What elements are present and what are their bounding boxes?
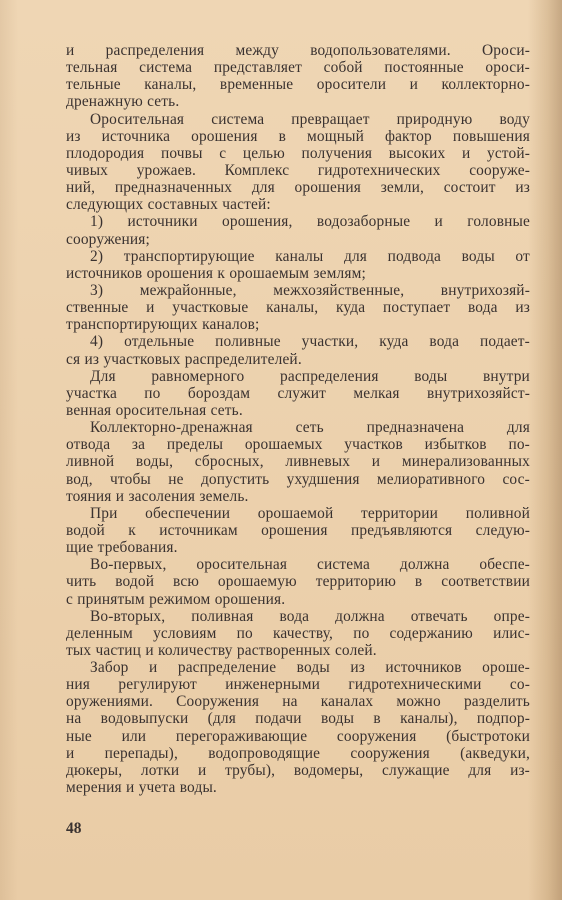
- word: к: [128, 521, 136, 539]
- text-line: [66, 625, 530, 642]
- word: количеству: [158, 641, 233, 659]
- word: оросители: [316, 76, 387, 94]
- text-line: [66, 59, 530, 76]
- word: отвода: [66, 436, 111, 454]
- word: регулируют: [118, 676, 197, 694]
- word: сеть.: [147, 93, 180, 111]
- word: устой-: [486, 144, 530, 162]
- word: мощный: [306, 127, 364, 145]
- word: из-: [510, 761, 530, 779]
- word: за: [131, 436, 146, 454]
- word: ний,: [66, 179, 96, 197]
- word: в: [414, 573, 423, 591]
- word: со-: [509, 676, 530, 694]
- word: следующих: [66, 196, 144, 214]
- word: Во-вторых,: [90, 607, 166, 625]
- word: на: [282, 693, 298, 711]
- text-line: [66, 471, 530, 488]
- word: отдельные: [124, 333, 195, 351]
- word: межрайонные,: [139, 281, 237, 299]
- text-line: [66, 179, 530, 196]
- word: Оросительная: [90, 110, 185, 128]
- word: предназначенных: [114, 179, 233, 197]
- word: растворенных: [236, 641, 331, 659]
- word: предназначена: [366, 419, 465, 437]
- word: поливные: [215, 333, 281, 351]
- word: оросительная: [196, 556, 288, 574]
- word: засоления: [128, 487, 196, 505]
- word: поливной: [465, 504, 530, 522]
- word: Коллекторно-дренажная: [90, 419, 253, 437]
- word: территории: [360, 504, 439, 522]
- text-line: [66, 282, 530, 299]
- word: ороше-: [482, 659, 530, 677]
- word: из: [66, 127, 81, 145]
- word: режимом: [149, 590, 211, 608]
- word: отвечать: [410, 607, 468, 625]
- word: воду: [499, 110, 530, 128]
- word: воды: [461, 247, 495, 265]
- word: из: [515, 179, 530, 197]
- word: из: [84, 350, 100, 368]
- word: дюкеры,: [66, 761, 123, 779]
- word: Во-первых,: [90, 556, 167, 574]
- word: условиям: [153, 624, 217, 642]
- word: по: [144, 384, 161, 402]
- word: мелкая: [353, 384, 400, 402]
- text-line: [66, 111, 530, 128]
- word: деленным: [66, 624, 133, 642]
- text-line: [66, 745, 530, 762]
- word: венная: [66, 401, 112, 419]
- word: урожаев.: [136, 161, 197, 179]
- word: равномерного: [151, 367, 245, 385]
- word: сеть: [295, 419, 324, 437]
- word: куда: [335, 299, 366, 317]
- word: лотки: [140, 761, 180, 779]
- word: учета: [138, 779, 176, 797]
- word: должна: [399, 556, 450, 574]
- text-line: [66, 710, 530, 727]
- word: и: [145, 641, 154, 659]
- word: распределение: [177, 659, 277, 677]
- word: представляет: [213, 59, 302, 77]
- text-line: [66, 419, 530, 436]
- word: гидротехническими: [348, 676, 482, 694]
- text-line: [66, 659, 530, 676]
- text-line: [66, 453, 530, 470]
- word: вод,: [66, 470, 93, 488]
- text-line: [66, 762, 530, 779]
- text-line: [66, 213, 530, 230]
- word: тояния: [66, 487, 112, 505]
- text-line: [66, 591, 530, 608]
- word: Сооружения: [176, 693, 260, 711]
- word: орошения: [191, 127, 258, 145]
- word: трубы),: [225, 761, 276, 779]
- word: по: [236, 624, 253, 642]
- word: высоких: [388, 144, 446, 162]
- word: подпор-: [476, 710, 530, 728]
- word: получения: [301, 144, 373, 162]
- text-line: [66, 42, 530, 59]
- word: оросительная: [115, 401, 207, 419]
- word: требования.: [97, 539, 178, 557]
- word: орошаемым: [229, 264, 310, 282]
- word: ственные: [66, 299, 129, 317]
- text-line: [66, 93, 530, 110]
- word: источников: [385, 659, 462, 677]
- word: илис-: [493, 624, 530, 642]
- text-line: [66, 162, 530, 179]
- text-line: [66, 231, 530, 248]
- word: При: [90, 504, 118, 522]
- word: на: [66, 710, 82, 728]
- word: и: [66, 42, 75, 59]
- word: в: [278, 127, 287, 145]
- word: каналы,: [266, 299, 319, 317]
- text-line: [66, 693, 530, 710]
- word: служит: [277, 384, 326, 402]
- word: щие: [66, 539, 94, 557]
- word: бороздам: [187, 384, 251, 402]
- word: межхозяйственные,: [273, 281, 405, 299]
- word: ные: [66, 727, 92, 745]
- word: сооружения: [350, 744, 430, 762]
- text-line: [66, 505, 530, 522]
- word: тельная: [66, 59, 118, 77]
- word: куда: [379, 333, 409, 351]
- word: ороси-: [485, 59, 530, 77]
- text-line: [66, 76, 530, 93]
- text-line: [66, 728, 530, 745]
- word: воды.: [179, 779, 217, 797]
- text-line: [66, 265, 530, 282]
- word: гидротехнических: [317, 161, 441, 179]
- text-line: [66, 351, 530, 368]
- word: от: [515, 247, 530, 265]
- word: (быстротоки: [446, 727, 530, 745]
- word: почвы: [160, 144, 203, 162]
- word: постоянные: [384, 59, 464, 77]
- word: водомеры,: [293, 761, 364, 779]
- word: система: [317, 556, 370, 574]
- word: обеспе-: [479, 556, 530, 574]
- text-line: [66, 145, 530, 162]
- word: 2): [90, 247, 104, 265]
- word: транспортирующих: [66, 316, 198, 334]
- word: чить: [66, 573, 97, 591]
- word: сос-: [502, 470, 530, 488]
- word: качеству,: [272, 624, 334, 642]
- word: вода: [429, 333, 460, 351]
- text-line: [66, 368, 530, 385]
- word: (акведуки,: [460, 744, 530, 762]
- word: участковых: [103, 350, 181, 368]
- word: ливной: [66, 453, 115, 471]
- word: тельные: [66, 76, 121, 94]
- word: источникам: [159, 521, 238, 539]
- text-line: [66, 248, 530, 265]
- word: сооружения: [336, 727, 417, 745]
- word: водой: [66, 521, 105, 539]
- word: подачи: [255, 710, 302, 728]
- word: распределения: [280, 367, 379, 385]
- word: водозаборные: [316, 213, 411, 231]
- text-line: [66, 402, 530, 419]
- word: внутри: [483, 367, 530, 385]
- word: из: [350, 659, 365, 677]
- word: и: [148, 659, 158, 677]
- word: мелиоративного: [376, 470, 486, 488]
- word: (для: [207, 710, 236, 728]
- word: плодородия: [66, 144, 145, 162]
- word: чтобы: [110, 470, 151, 488]
- text-line: [66, 436, 530, 453]
- word: водовыпуски: [100, 710, 189, 728]
- word: внутрихозяй-: [440, 281, 530, 299]
- word: частиц: [95, 641, 142, 659]
- word: водой: [115, 573, 155, 591]
- word: временные: [219, 76, 294, 94]
- word: распределителей.: [184, 350, 302, 368]
- word: распределения: [105, 42, 205, 59]
- word: орошения: [294, 179, 362, 197]
- word: пределы: [166, 436, 224, 454]
- word: допустить: [200, 470, 270, 488]
- word: следую-: [475, 521, 530, 539]
- word: разделить: [463, 693, 530, 711]
- word: земель.: [199, 487, 249, 505]
- word: фактор: [384, 127, 432, 145]
- word: солей.: [334, 641, 377, 659]
- word: для: [468, 761, 492, 779]
- word: земли,: [380, 179, 425, 197]
- word: ся: [66, 350, 81, 368]
- word: природную: [396, 110, 473, 128]
- word: каналы,: [144, 76, 197, 94]
- text-line: [66, 488, 530, 505]
- word: 4): [90, 333, 104, 351]
- word: каналы: [275, 247, 324, 265]
- word: каналы),: [400, 710, 458, 728]
- word: источников: [66, 264, 143, 282]
- word: участки,: [301, 333, 359, 351]
- word: землям;: [313, 264, 366, 282]
- word: 1): [90, 213, 104, 231]
- word: для: [506, 419, 530, 437]
- text-line: [66, 385, 530, 402]
- word: орошаемой: [257, 504, 334, 522]
- word: водопроводящие: [208, 744, 321, 762]
- word: и: [146, 299, 155, 317]
- text-line: [66, 676, 530, 693]
- word: частей:: [222, 196, 271, 214]
- word: Ороси-: [482, 42, 530, 59]
- word: повышения: [452, 127, 530, 145]
- word: тых: [66, 641, 92, 659]
- word: воды,: [135, 453, 174, 471]
- word: содержанию: [389, 624, 473, 642]
- word: внутрихозяйст-: [426, 384, 530, 402]
- word: можно: [396, 693, 441, 711]
- word: с: [66, 590, 73, 608]
- text-line: [66, 556, 530, 573]
- word: Забор: [90, 659, 129, 677]
- word: и: [126, 779, 135, 797]
- word: с: [219, 144, 227, 162]
- word: и: [434, 213, 443, 231]
- word: соответствии: [441, 573, 530, 591]
- word: сооружения;: [66, 230, 150, 248]
- word: территорию: [315, 573, 397, 591]
- word: минерализованных: [401, 453, 530, 471]
- word: ухудшения: [286, 470, 360, 488]
- text-line: [66, 196, 530, 213]
- text-line: [66, 522, 530, 539]
- word: для: [251, 179, 275, 197]
- body-text: [66, 42, 530, 796]
- word: поступает: [382, 299, 451, 317]
- word: составных: [147, 196, 218, 214]
- word: не: [168, 470, 184, 488]
- word: для: [343, 247, 368, 265]
- word: и: [461, 144, 471, 162]
- word: принятым: [77, 590, 145, 608]
- text-line: [66, 779, 530, 796]
- word: и: [409, 76, 419, 94]
- word: водопользователями.: [310, 42, 451, 59]
- word: орошаемых: [244, 436, 323, 454]
- word: сооруже-: [469, 161, 530, 179]
- word: всю: [173, 573, 200, 591]
- word: инженерными: [225, 676, 320, 694]
- word: ливневых: [285, 453, 351, 471]
- word: по: [353, 624, 370, 642]
- word: 3): [90, 281, 104, 299]
- text-line: [66, 539, 530, 556]
- page-number: 48: [66, 820, 82, 837]
- word: орошаемую: [217, 573, 297, 591]
- text-line: [66, 316, 530, 333]
- word: превращает: [291, 110, 370, 128]
- word: из: [515, 299, 530, 317]
- word: между: [235, 42, 279, 59]
- word: оружениями.: [66, 693, 153, 711]
- word: орошения: [261, 521, 328, 539]
- text-line: [66, 128, 530, 145]
- word: чивых: [66, 161, 109, 179]
- word: обеспечении: [145, 504, 231, 522]
- word: коллекторно-: [441, 76, 530, 94]
- text-line: [66, 642, 530, 659]
- word: должна: [335, 607, 385, 625]
- word: состоит: [443, 179, 496, 197]
- word: избытков: [424, 436, 487, 454]
- word: сеть.: [210, 401, 243, 419]
- word: вода: [279, 607, 310, 625]
- word: система: [211, 110, 265, 128]
- word: каналов;: [202, 316, 260, 334]
- word: Комплекс: [224, 161, 290, 179]
- word: участковые: [172, 299, 249, 317]
- word: перегораживающие: [175, 727, 308, 745]
- word: воды: [320, 710, 355, 728]
- word: целью: [242, 144, 285, 162]
- word: подвода: [387, 247, 442, 265]
- text-line: [66, 299, 530, 316]
- word: транспортирующие: [123, 247, 255, 265]
- word: подает-: [480, 333, 530, 351]
- word: ния: [66, 676, 91, 694]
- word: перепады),: [104, 744, 178, 762]
- word: участков: [344, 436, 403, 454]
- word: по-: [508, 436, 530, 454]
- word: и: [371, 453, 381, 471]
- word: и: [66, 744, 75, 762]
- word: или: [121, 727, 147, 745]
- word: головные: [467, 213, 530, 231]
- word: предъявляются: [350, 521, 453, 539]
- word: орошения: [146, 264, 214, 282]
- word: источника: [101, 127, 171, 145]
- word: к: [217, 264, 226, 282]
- word: и: [197, 761, 207, 779]
- word: орошения.: [214, 590, 286, 608]
- word: поливная: [191, 607, 254, 625]
- word: каналах: [320, 693, 374, 711]
- word: воды: [296, 659, 330, 677]
- word: система: [139, 59, 193, 77]
- word: Для: [90, 367, 116, 385]
- word: опре-: [493, 607, 530, 625]
- text-line: [66, 573, 530, 590]
- word: источники: [127, 213, 198, 231]
- word: вода: [467, 299, 498, 317]
- text-line: [66, 333, 530, 350]
- word: воды: [414, 367, 448, 385]
- word: и: [115, 487, 125, 505]
- word: участка: [66, 384, 117, 402]
- word: дренажную: [66, 93, 143, 111]
- word: сбросных,: [194, 453, 264, 471]
- word: орошения,: [222, 213, 293, 231]
- word: собой: [323, 59, 363, 77]
- word: мерения: [66, 779, 122, 797]
- word: в: [373, 710, 381, 728]
- text-line: [66, 608, 530, 625]
- word: служащие: [382, 761, 450, 779]
